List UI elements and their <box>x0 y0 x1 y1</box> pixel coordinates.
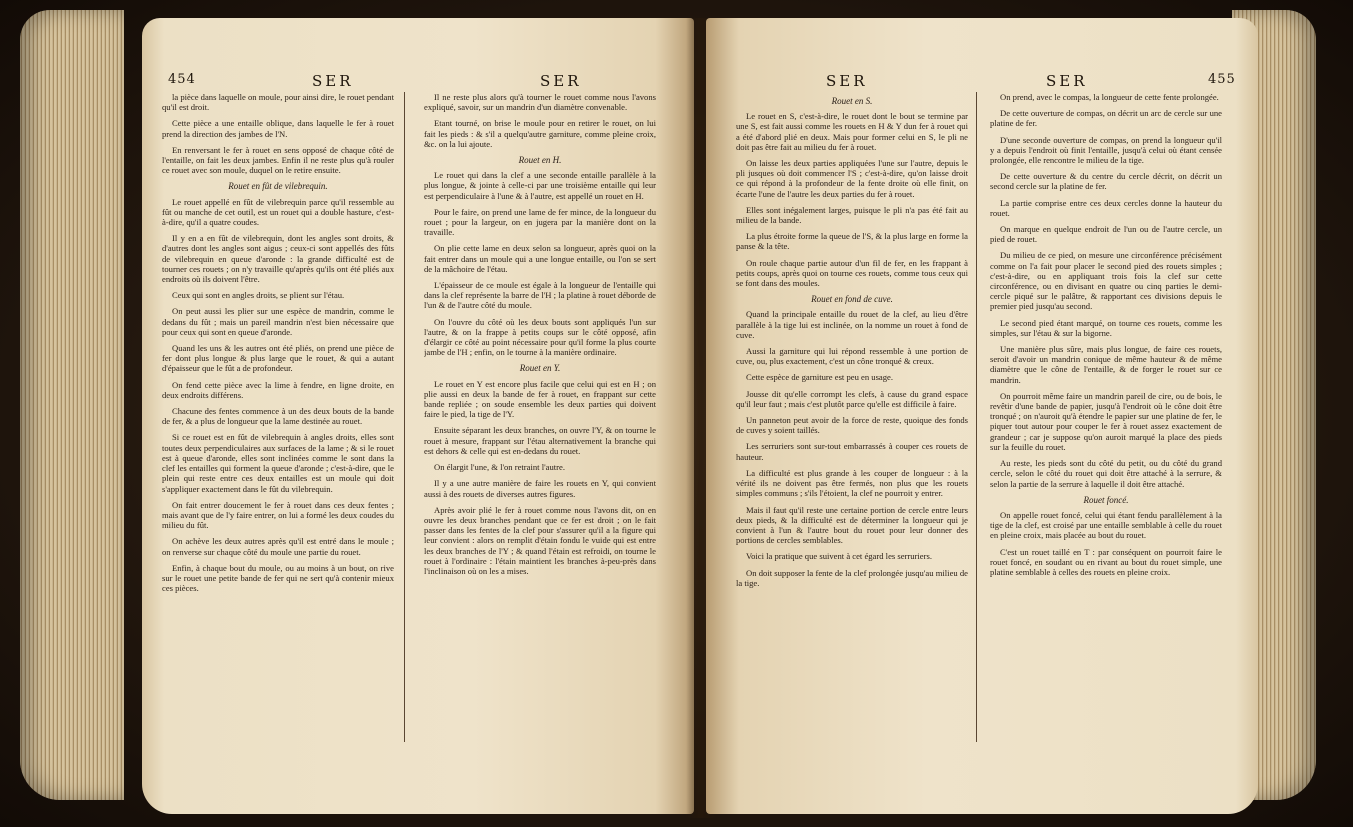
right-header-right: SER <box>1046 72 1088 90</box>
paragraph: On peut aussi les plier sur une espèce de mandrin, comme le dedans du fût ; mais un pareil mandrin n'est bien nécessaire que pour ceux qui sont en queue d'aronde. <box>162 306 394 337</box>
paragraph: Le rouet appellé en fût de vilebrequin parce qu'il ressemble au fût ou manche de cet outil, est un rouet qui a double hasture, c'est-à-dire, qu'il a quatre coudes. <box>162 196 394 228</box>
paragraph: On fend cette pièce avec la lime à fendre, en ligne droite, en deux endroits différens. <box>162 379 394 400</box>
paragraph: Cette pièce a une entaille oblique, dans laquelle le fer à rouet prend la direction des jambes de l'N. <box>162 118 394 139</box>
paragraph: Aussi la garniture qui lui répond ressemble à une portion de cuve, ou, plus exactement, c'est un cône tronqué & creux. <box>736 346 968 367</box>
section-heading: Rouet en Y. <box>519 363 561 374</box>
paragraph: Le rouet en S, c'est-à-dire, le rouet dont le bout se termine par une S, est fait aussi comme les rouets en H & Y dun fer à rouet qui a été d'abord plié en deux. Mais pour former celui en S, le pli ne doit pas être fait au milieu du fer à rouet. <box>736 111 968 152</box>
paragraph: Le second pied étant marqué, on tourne ces rouets, comme les simples, sur l'étau & sur la bigorne. <box>990 317 1222 338</box>
paragraph: Etant tourné, on brise le moule pour en retirer le rouet, on lui fait les pieds : & s'il a quelqu'autre garniture, comme pleine croix, &c. on la lui ajoute. <box>424 118 656 149</box>
open-book <box>22 18 1334 818</box>
paragraph: On élargit l'une, & l'on retraint l'autre. <box>434 462 565 473</box>
paragraph: Voici la pratique que suivent à cet égard les serruriers. <box>746 551 932 562</box>
paragraph: La plus étroite forme la queue de l'S, & la plus large en forme la panse & la tête. <box>736 231 968 252</box>
paragraph: La partie comprise entre ces deux cercles donne la hauteur du rouet. <box>990 197 1222 218</box>
right-page-number: 455 <box>1208 72 1236 87</box>
paragraph: la pièce dans laquelle on moule, pour ainsi dire, le rouet pendant qu'il est droit. <box>162 92 394 113</box>
paragraph: On pourroit même faire un mandrin pareil de cire, ou de bois, le revêtir d'une bande de papier, jusqu'à l'endroit où le cône doit être tronqué ; on n'auroit qu'à étendre le papier sur une platine de fer, le piquer tout autour pour couper le fer à rouet assez exactement de grandeur ; car je suppose qu'on auroit marqué la place des pieds sur la feuille du rouet. <box>990 390 1222 452</box>
paragraph: C'est un rouet taillé en T : par conséquent on pourroit faire le rouet foncé, en soudant ou en rivant au bout du rouet simple, une platine semblable à celles des rouets en pleine croix. <box>990 546 1222 577</box>
paragraph: Après avoir plié le fer à rouet comme nous l'avons dit, on en ouvre les deux branches pendant que ce fer est droit ; on le fait passer dans les fentes de la clef pour s'assurer qu'il a la figure qui leur convient : alors on remplit d'étain fondu le vuide qui est entre les deux branches de l'Y ; & quand l'étain est refroidi, on tourne le rouet à l'ordinaire : l'étain maintient les branches à-peu-près dans l'inclinaison où on les a mises. <box>424 504 656 576</box>
left-column-2 <box>424 92 656 798</box>
paragraph: Quand la principale entaille du rouet de la clef, au lieu d'être parallèle à la tige lui est inclinée, on la nomme un rouet à fond de cuve. <box>736 309 968 340</box>
paragraph: On marque en quelque endroit de l'un ou de l'autre cercle, un pied de rouet. <box>990 224 1222 245</box>
right-header-left: SER <box>826 72 868 90</box>
paragraph: Enfin, à chaque bout du moule, ou au moins à un bout, on rive sur le rouet une petite bande de fer qui ne sert qu'à contenir mieux ces pièces. <box>162 562 394 594</box>
paragraph: Pour le faire, on prend une lame de fer mince, de la longueur du rouet ; pour la largeur, on en jugera par la manière dont on la travaille. <box>424 206 656 238</box>
left-column-1 <box>162 92 394 798</box>
left-header-right: SER <box>540 72 582 90</box>
paragraph: L'épaisseur de ce moule est égale à la longueur de l'entaille qui dans la clef représente la barre de l'H ; la platine à rouet déborde de l'un & de l'autre côté du moule. <box>424 280 656 311</box>
paragraph: Cette espèce de garniture est peu en usage. <box>746 372 893 383</box>
paragraph: Si ce rouet est en fût de vilebrequin à angles droits, elles sont toutes deux perpendiculaires aux surfaces de la lame ; & si le rouet est à queue d'aronde, elles sont inclinées comme le sont dans la clef les entailles qui forment la queue d'aronde ; c'est-à-dire, que le plein qui reste entre ces deux entailles est un moule qui doit s'appliquer exactement dans le fût du vilebrequin. <box>162 432 394 494</box>
paragraph: Le rouet en Y est encore plus facile que celui qui est en H ; on plie aussi en deux la bande de fer à rouet, en frappant sur cette bande repliée ; on soude ensemble les deux parties qui doivent faire le pied, la tige de l'Y. <box>424 378 656 420</box>
paragraph: Au reste, les pieds sont du côté du petit, ou du côté du grand cercle, selon le côté du rouet qui doit être attaché à la serrure, & selon la partie de la serrure à laquelle il doit être attaché. <box>990 458 1222 489</box>
paragraph: De cette ouverture & du centre du cercle décrit, on décrit un second cercle sur la platine de fer. <box>990 171 1222 192</box>
left-header-left: SER <box>312 72 354 90</box>
section-heading: Rouet en fond de cuve. <box>811 294 893 305</box>
paragraph: En renversant le fer à rouet en sens opposé de chaque côté de l'entaille, on fait les deux jambes. Enfin il ne reste plus qu'à rouler ce rouet avec son moule, duquel on le retire ensuite. <box>162 144 394 176</box>
paragraph: Du milieu de ce pied, on mesure une circonférence précisément comme on l'a fait pour placer le second pied des rouets simples ; c'est-à-dire, ou en appliquant trois fois la clef sur cette circonférence, ou en divisant en quatre ou cinq parties le demi-cercle piqué sur le palâtre, & rapportant ces divisions depuis le premier pied jusqu'au second. <box>990 250 1222 312</box>
paragraph: D'une seconde ouverture de compas, on prend la longueur qu'il y a depuis l'endroit où finit l'entaille, jusqu'à celui où étant censée prolongée, elle rencontre le milieu de la tige. <box>990 134 1222 166</box>
right-page <box>706 18 1258 814</box>
paragraph: On prend, avec le compas, la longueur de cette fente prolongée. <box>1000 92 1219 102</box>
section-heading: Rouet foncé. <box>1083 494 1129 505</box>
paragraph: On plie cette lame en deux selon sa longueur, après quoi on la fait entrer dans un moule qui a une longue entaille, ou l'on se sert de la mâchoire de l'étau. <box>424 243 656 274</box>
right-column-1 <box>736 92 968 798</box>
paragraph: Une manière plus sûre, mais plus longue, de faire ces rouets, seroit d'avoir un mandrin conique de même hauteur & de même diamètre que le cône de l'entaille, & de forger le rouet sur ce mandrin. <box>990 344 1222 385</box>
section-heading: Rouet en fût de vilebrequin. <box>228 181 328 192</box>
left-column-rule <box>404 92 405 742</box>
paragraph: De cette ouverture de compas, on décrit un arc de cercle sur une platine de fer. <box>990 108 1222 129</box>
right-column-2 <box>990 92 1222 798</box>
paragraph: Un panneton peut avoir de la force de reste, quoique des fonds de cuves y soient taillés. <box>736 415 968 436</box>
paragraph: Elles sont inégalement larges, puisque le pli n'a pas été fait au milieu de la bande. <box>736 204 968 226</box>
paragraph: Le rouet qui dans la clef a une seconde entaille parallèle à la plus longue, & jointe à celle-ci par une troisième entaille qui leur est perpendiculaire à l'une & à l'autre, est appellé un rouet en H. <box>424 170 656 201</box>
paragraph: On appelle rouet foncé, celui qui étant fendu parallèlement à la tige de la clef, est croisé par une entaille semblable à celle du rouet en pleine croix, mais placée au bout du rouet. <box>990 509 1222 541</box>
paragraph: On doit supposer la fente de la clef prolongée jusqu'au milieu de la tige. <box>736 567 968 588</box>
paragraph: Il y a une autre manière de faire les rouets en Y, qui convient aussi à des rouets de diverses autres figures. <box>424 478 656 499</box>
paragraph: On laisse les deux parties appliquées l'une sur l'autre, depuis le pli jusques où doit commencer l'S ; c'est-à-dire, qu'on laisse droit ce qui répond à la profondeur de la fente droite où elle finit, on écarte l'une de l'autre les deux parties du fer à rouet. <box>736 158 968 199</box>
paragraph: Ceux qui sont en angles droits, se plient sur l'étau. <box>172 290 345 301</box>
paragraph: Chacune des fentes commence à un des deux bouts de la bande de fer, & a plus de longueur que la lame destinée au rouet. <box>162 406 394 427</box>
paragraph: Ensuite séparant les deux branches, on ouvre l'Y, & on tourne le rouet à mesure, frappant sur l'étau alternativement la branche qui est dehors & celle qui est en-dedans du rouet. <box>424 425 656 456</box>
section-heading: Rouet en H. <box>518 155 562 166</box>
section-heading: Rouet en S. <box>831 96 873 106</box>
paragraph: On roule chaque partie autour d'un fil de fer, en les frappant à petits coups, après quoi on tourne ces rouets, comme tous ceux qui se font dans des moules. <box>736 257 968 289</box>
paragraph: Jousse dit qu'elle corrompt les clefs, à cause du grand espace qu'il leur faut ; mais c'est plutôt parce qu'elle est difficile à faire. <box>736 388 968 409</box>
paragraph: On l'ouvre du côté où les deux bouts sont appliqués l'un sur l'autre, & on la frappe à petits coups sur le côté opposé, afin d'élargir ce côté au point nécessaire pour qu'il forme la plus courte jambe de l'H ; enfin, on le tourne à la manière ordinaire. <box>424 316 656 358</box>
paragraph: On achève les deux autres après qu'il est entré dans le moule ; on renverse sur chaque côté du moule une partie du rouet. <box>162 536 394 557</box>
right-column-rule <box>976 92 977 742</box>
paragraph: On fait entrer doucement le fer à rouet dans ces deux fentes ; mais avant que de l'y faire entrer, on lui a formé les deux coudes du milieu du fût. <box>162 499 394 531</box>
paragraph: Il y en a en fût de vilebrequin, dont les angles sont droits, & d'autres dont les angles sont aigus ; ceux-ci sont appellés des fûts de vilebrequin en queue d'aronde : la grande difficulté est de tourner ces rouets ; on n'y travaille qu'après qu'ils ont été pliés aux endroits où ils doivent l'être. <box>162 233 394 285</box>
paragraph: Mais il faut qu'il reste une certaine portion de cercle entre leurs deux pieds, & la difficulté est de déterminer la longueur qui je convient à l'un & l'autre bout du rouet pour leur donner des portions de cercles semblables. <box>736 504 968 546</box>
left-page-number: 454 <box>168 72 196 87</box>
left-page <box>142 18 694 814</box>
paragraph: Quand les uns & les autres ont été pliés, on prend une pièce de fer dont plus longue & plus large que le rouet, & qui a autant d'épaisseur que le fût a de profondeur. <box>162 343 394 374</box>
paragraph: La difficulté est plus grande à les couper de longueur : à la vérité ils ne doivent pas être fermés, non plus que les rouets simples communs ; s'ils l'étoient, la clef ne pourroit y entrer. <box>736 467 968 499</box>
paragraph: Les serruriers sont sur-tout embarrassés à couper ces rouets de hauteur. <box>736 441 968 462</box>
paragraph: Il ne reste plus alors qu'à tourner le rouet comme nous l'avons expliqué, savoir, sur un mandrin d'un diamètre convenable. <box>424 92 656 113</box>
